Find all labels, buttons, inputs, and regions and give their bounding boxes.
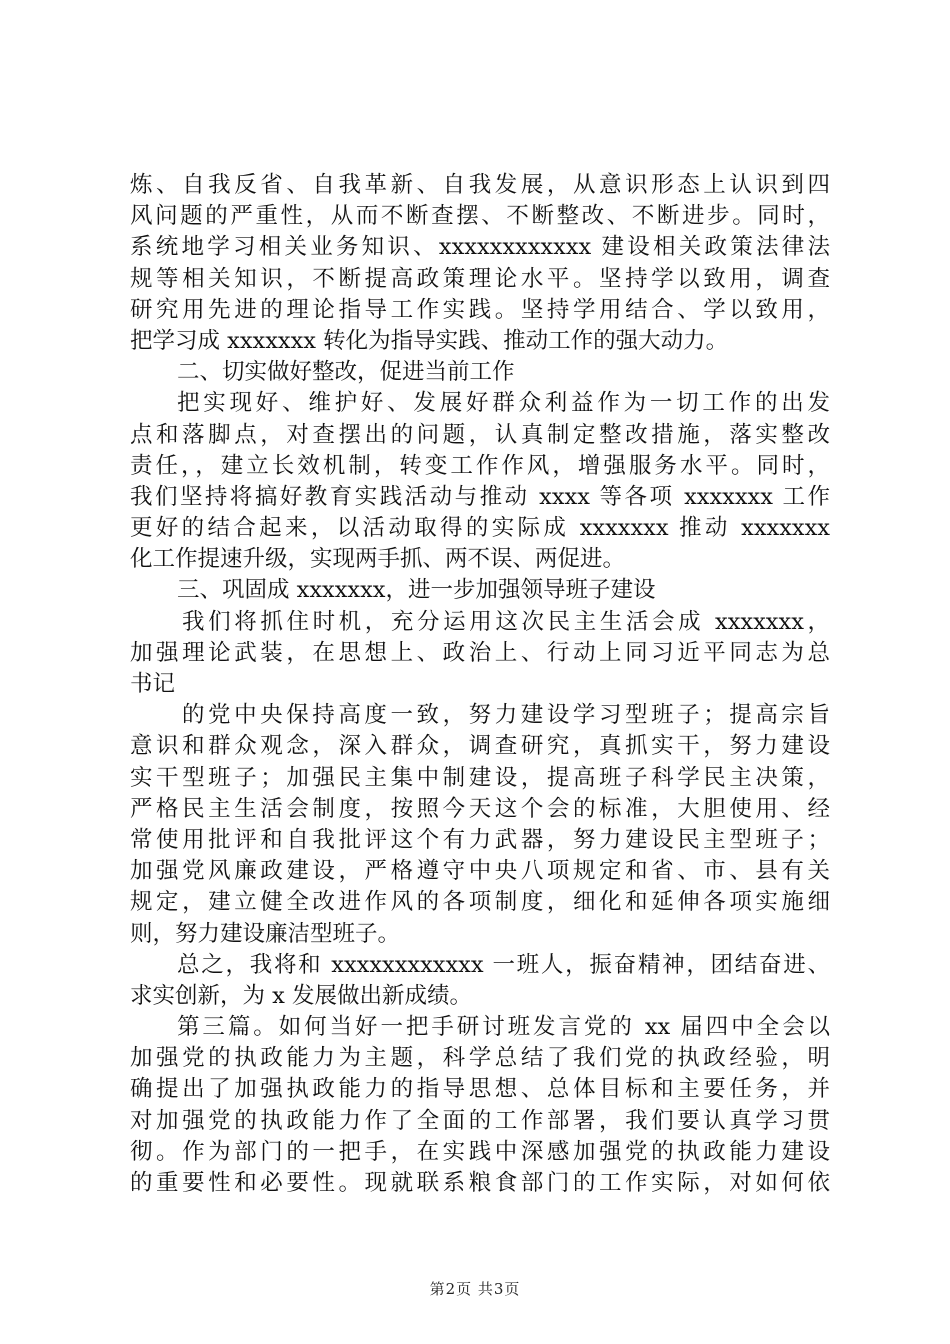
document-body: [130, 170, 830, 1199]
text-line: 加强理论武装，在思想上、政治上、行动上同习近平同志为总: [130, 639, 830, 666]
text-line: 意识和群众观念，深入群众，调查研究，真抓实干，努力建设: [130, 733, 830, 760]
text-line: 彻。作为部门的一把手，在实践中深感加强党的执政能力建设: [130, 1138, 830, 1165]
text-line: 严格民主生活会制度，按照今天这个会的标准，大胆使用、经: [130, 795, 830, 822]
text-line: 责任，，建立长效机制，转变工作作风，增强服务水平。同时，: [130, 452, 830, 479]
text-line: 书记: [130, 671, 176, 697]
text-line: 实干型班子；加强民主集中制建设，提高班子科学民主决策，: [130, 764, 830, 791]
text-line: 我们坚持将搞好教育实践活动与推动 xxxx 等各项 xxxxxxx 工作: [130, 483, 830, 510]
text-line: 炼、自我反省、自我革新、自我发展，从意识形态上认识到四: [130, 172, 830, 198]
text-line: 总之，我将和 xxxxxxxxxxxx 一班人，振奋精神，团结奋进、: [177, 951, 830, 978]
text-line: 确提出了加强执政能力的指导思想、总体目标和主要任务，并: [130, 1076, 830, 1103]
text-line: 规定，建立健全改进作风的各项制度，细化和延伸各项实施细: [130, 889, 830, 916]
text-line: 的党中央保持高度一致，努力建设学习型班子；提高宗旨: [182, 702, 830, 729]
text-line: 加强党的执政能力为主题，科学总结了我们党的执政经验，明: [130, 1045, 830, 1072]
section-heading: 二、切实做好整改，促进当前工作: [177, 359, 515, 386]
text-line: 对加强党的执政能力作了全面的工作部署，我们要认真学习贯: [130, 1107, 830, 1134]
text-line: 把实现好、维护好、发展好群众利益作为一切工作的出发: [177, 390, 830, 417]
page-number: 第2页 共3页: [429, 1280, 521, 1298]
text-line: 则，努力建设廉洁型班子。: [130, 920, 401, 947]
text-line: 第三篇。如何当好一把手研讨班发言党的 xx 届四中全会以: [177, 1014, 830, 1041]
text-line: 把学习成 xxxxxxx 转化为指导实践、推动工作的强大动力。: [130, 327, 729, 354]
text-line: 求实创新，为 x 发展做出新成绩。: [130, 982, 472, 1009]
text-line: 风问题的严重性，从而不断查摆、不断整改、不断进步。同时，: [130, 203, 830, 230]
text-line: 的重要性和必要性。现就联系粮食部门的工作实际，对如何依: [130, 1170, 830, 1196]
text-line: 系统地学习相关业务知识、xxxxxxxxxxxx 建设相关政策法律法: [130, 234, 830, 261]
text-line: 化工作提速升级，实现两手抓、两不误、两促进。: [130, 546, 626, 573]
text-line: 更好的结合起来，以活动取得的实际成 xxxxxxx 推动 xxxxxxx: [130, 515, 830, 542]
text-line: 我们将抓住时机，充分运用这次民主生活会成 xxxxxxx，: [182, 608, 830, 635]
text-line: 常使用批评和自我批评这个有力武器，努力建设民主型班子；: [130, 826, 830, 853]
text-line: 加强党风廉政建设，严格遵守中央八项规定和省、市、县有关: [130, 858, 830, 885]
text-line: 规等相关知识，不断提高政策理论水平。坚持学以致用，调查: [130, 265, 830, 292]
text-line: 研究用先进的理论指导工作实践。坚持学用结合、学以致用，: [130, 296, 830, 323]
section-heading: 三、巩固成 xxxxxxx，进一步加强领导班子建设: [177, 577, 656, 604]
text-line: 点和落脚点，对查摆出的问题，认真制定整改措施，落实整改: [130, 421, 830, 448]
